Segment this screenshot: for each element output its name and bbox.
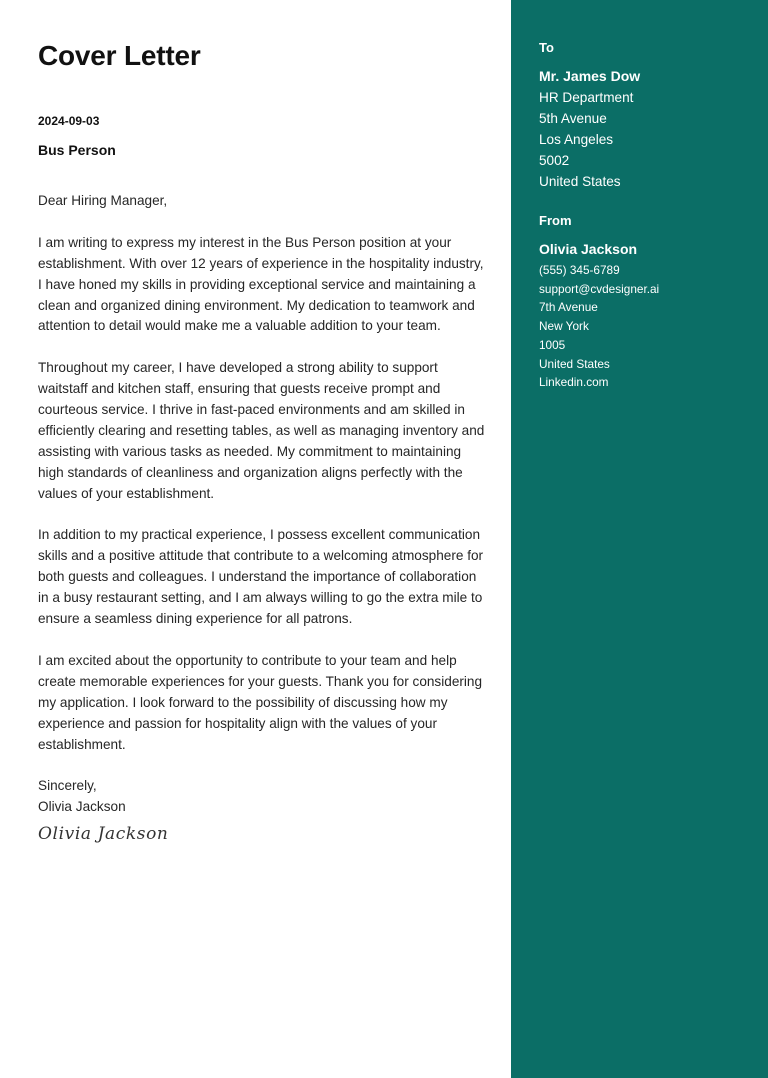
sender-email: support@cvdesigner.ai <box>539 281 660 296</box>
sender-city: New York <box>539 319 589 334</box>
position-title: Bus Person <box>38 142 116 158</box>
recipient-name: Mr. James Dow <box>539 68 641 84</box>
sender-phone: (555) 345-6789 <box>539 263 620 277</box>
recipient-line: 5002 <box>539 152 570 168</box>
recipient-address <box>539 88 633 193</box>
page-title: Cover Letter <box>38 40 201 71</box>
sender-contact-details <box>539 261 659 392</box>
recipient-line: 5th Avenue <box>539 110 607 126</box>
recipient-line: United States <box>539 173 621 189</box>
paragraph-4: I am excited about the opportunity to contribute to your team and help create memorable experiences for your guests. Thank you for considering my application. I look forward to the possibility of discussing how my experience and passion for hospitality align with the values of your establishment. <box>38 652 483 752</box>
from-heading: From <box>539 213 572 228</box>
contact-sidebar <box>511 0 768 1078</box>
sender-linkedin: Linkedin.com <box>539 375 609 390</box>
recipient-line: Los Angeles <box>539 131 614 147</box>
handwritten-signature: Olivia Jackson <box>38 824 169 844</box>
sender-contact-name: Olivia Jackson <box>539 241 638 257</box>
paragraph-1: I am writing to express my interest in the Bus Person position at your establishment. With over 12 years of experience in the hospitality industry, I have honed my skills in providing exceptional service and maintaining a clean and organized dining environment. My dedication to teamwork and attention to detail would make me a valuable addition to your team. <box>38 234 484 334</box>
recipient-line: HR Department <box>539 90 634 105</box>
letter-date: 2024-09-03 <box>38 114 100 128</box>
closing <box>38 776 488 818</box>
sender-street: 7th Avenue <box>539 300 598 315</box>
greeting: Dear Hiring Manager, <box>38 193 168 208</box>
closing-salutation: Sincerely, <box>38 778 97 794</box>
paragraph-2: Throughout my career, I have developed a strong ability to support waitstaff and kitchen staff, ensuring that guests receive prompt and courteous service. I thrive in fast-paced environments and am skilled in efficiently clearing and resetting tables, as well as managing inventory and assisting with various tasks as needed. My commitment to maintaining high standards of cleanliness and organization aligns perfectly with the values of your establishment. <box>38 360 485 501</box>
paragraph-3: In addition to my practical experience, I possess excellent communication skills and a positive attitude that contribute to a welcoming atmosphere for both guests and colleagues. I understand the importance of collaboration in a busy restaurant setting, and I am always willing to go the extra mile to ensure a seamless dining experience for all patrons. <box>38 527 484 627</box>
sender-country: United States <box>539 356 610 371</box>
sender-name: Olivia Jackson <box>38 799 126 815</box>
sender-postal-code: 1005 <box>539 337 566 352</box>
letter-body <box>38 191 488 839</box>
to-heading: To <box>539 40 554 55</box>
